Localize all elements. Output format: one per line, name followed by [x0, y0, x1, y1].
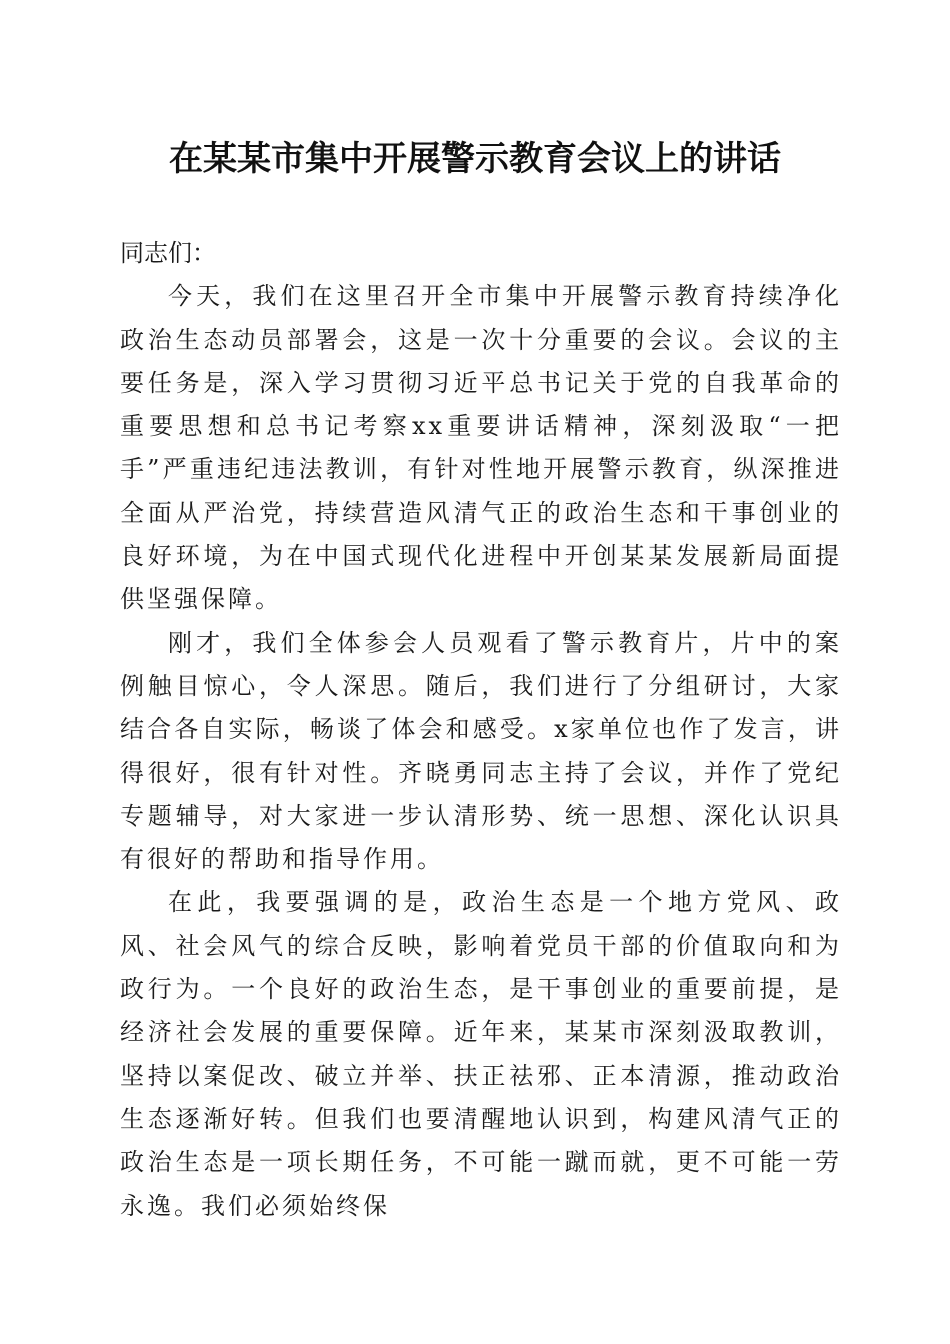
salutation: 同志们：: [120, 239, 216, 267]
paragraph-2: 刚才，我们全体参会人员观看了警示教育片，片中的案例触目惊心，令人深思。随后，我们进行了分组研讨，大家结合各自实际，畅谈了体会和感受。x家单位也作了发言，讲得很好，很有针对性。齐晓勇同志主持了会议，并作了党纪专题辅导，对大家进一步认清形势、统一思想、深化认识具有很好的帮助和指导作用。: [120, 628, 842, 874]
paragraph-1: 今天，我们在这里召开全市集中开展警示教育持续净化政治生态动员部署会，这是一次十分重要的会议。会议的主要任务是，深入学习贯彻习近平总书记关于党的自我革命的重要思想和总书记考察xx重要讲话精神，深刻汲取“一把手”严重违纪违法教训，有针对性地开展警示教育，纵深推进全面从严治党，持续营造风清气正的政治生态和干事创业的良好环境，为在中国式现代化进程中开创某某发展新局面提供坚强保障。: [120, 282, 842, 614]
paragraph-3: 在此，我要强调的是，政治生态是一个地方党风、政风、社会风气的综合反映，影响着党员干部的价值取向和为政行为。一个良好的政治生态，是干事创业的重要前提，是经济社会发展的重要保障。近年来，某某市深刻汲取教训，坚持以案促改、破立并举、扶正祛邪、正本清源，推动政治生态逐渐好转。但我们也要清醒地认识到，构建风清气正的政治生态是一项长期任务，不可能一蹴而就，更不可能一劳永逸。我们必须始终保: [120, 888, 842, 1220]
document-body: [120, 232, 842, 1228]
document-title: 在某某市集中开展警示教育会议上的讲话: [169, 139, 781, 179]
